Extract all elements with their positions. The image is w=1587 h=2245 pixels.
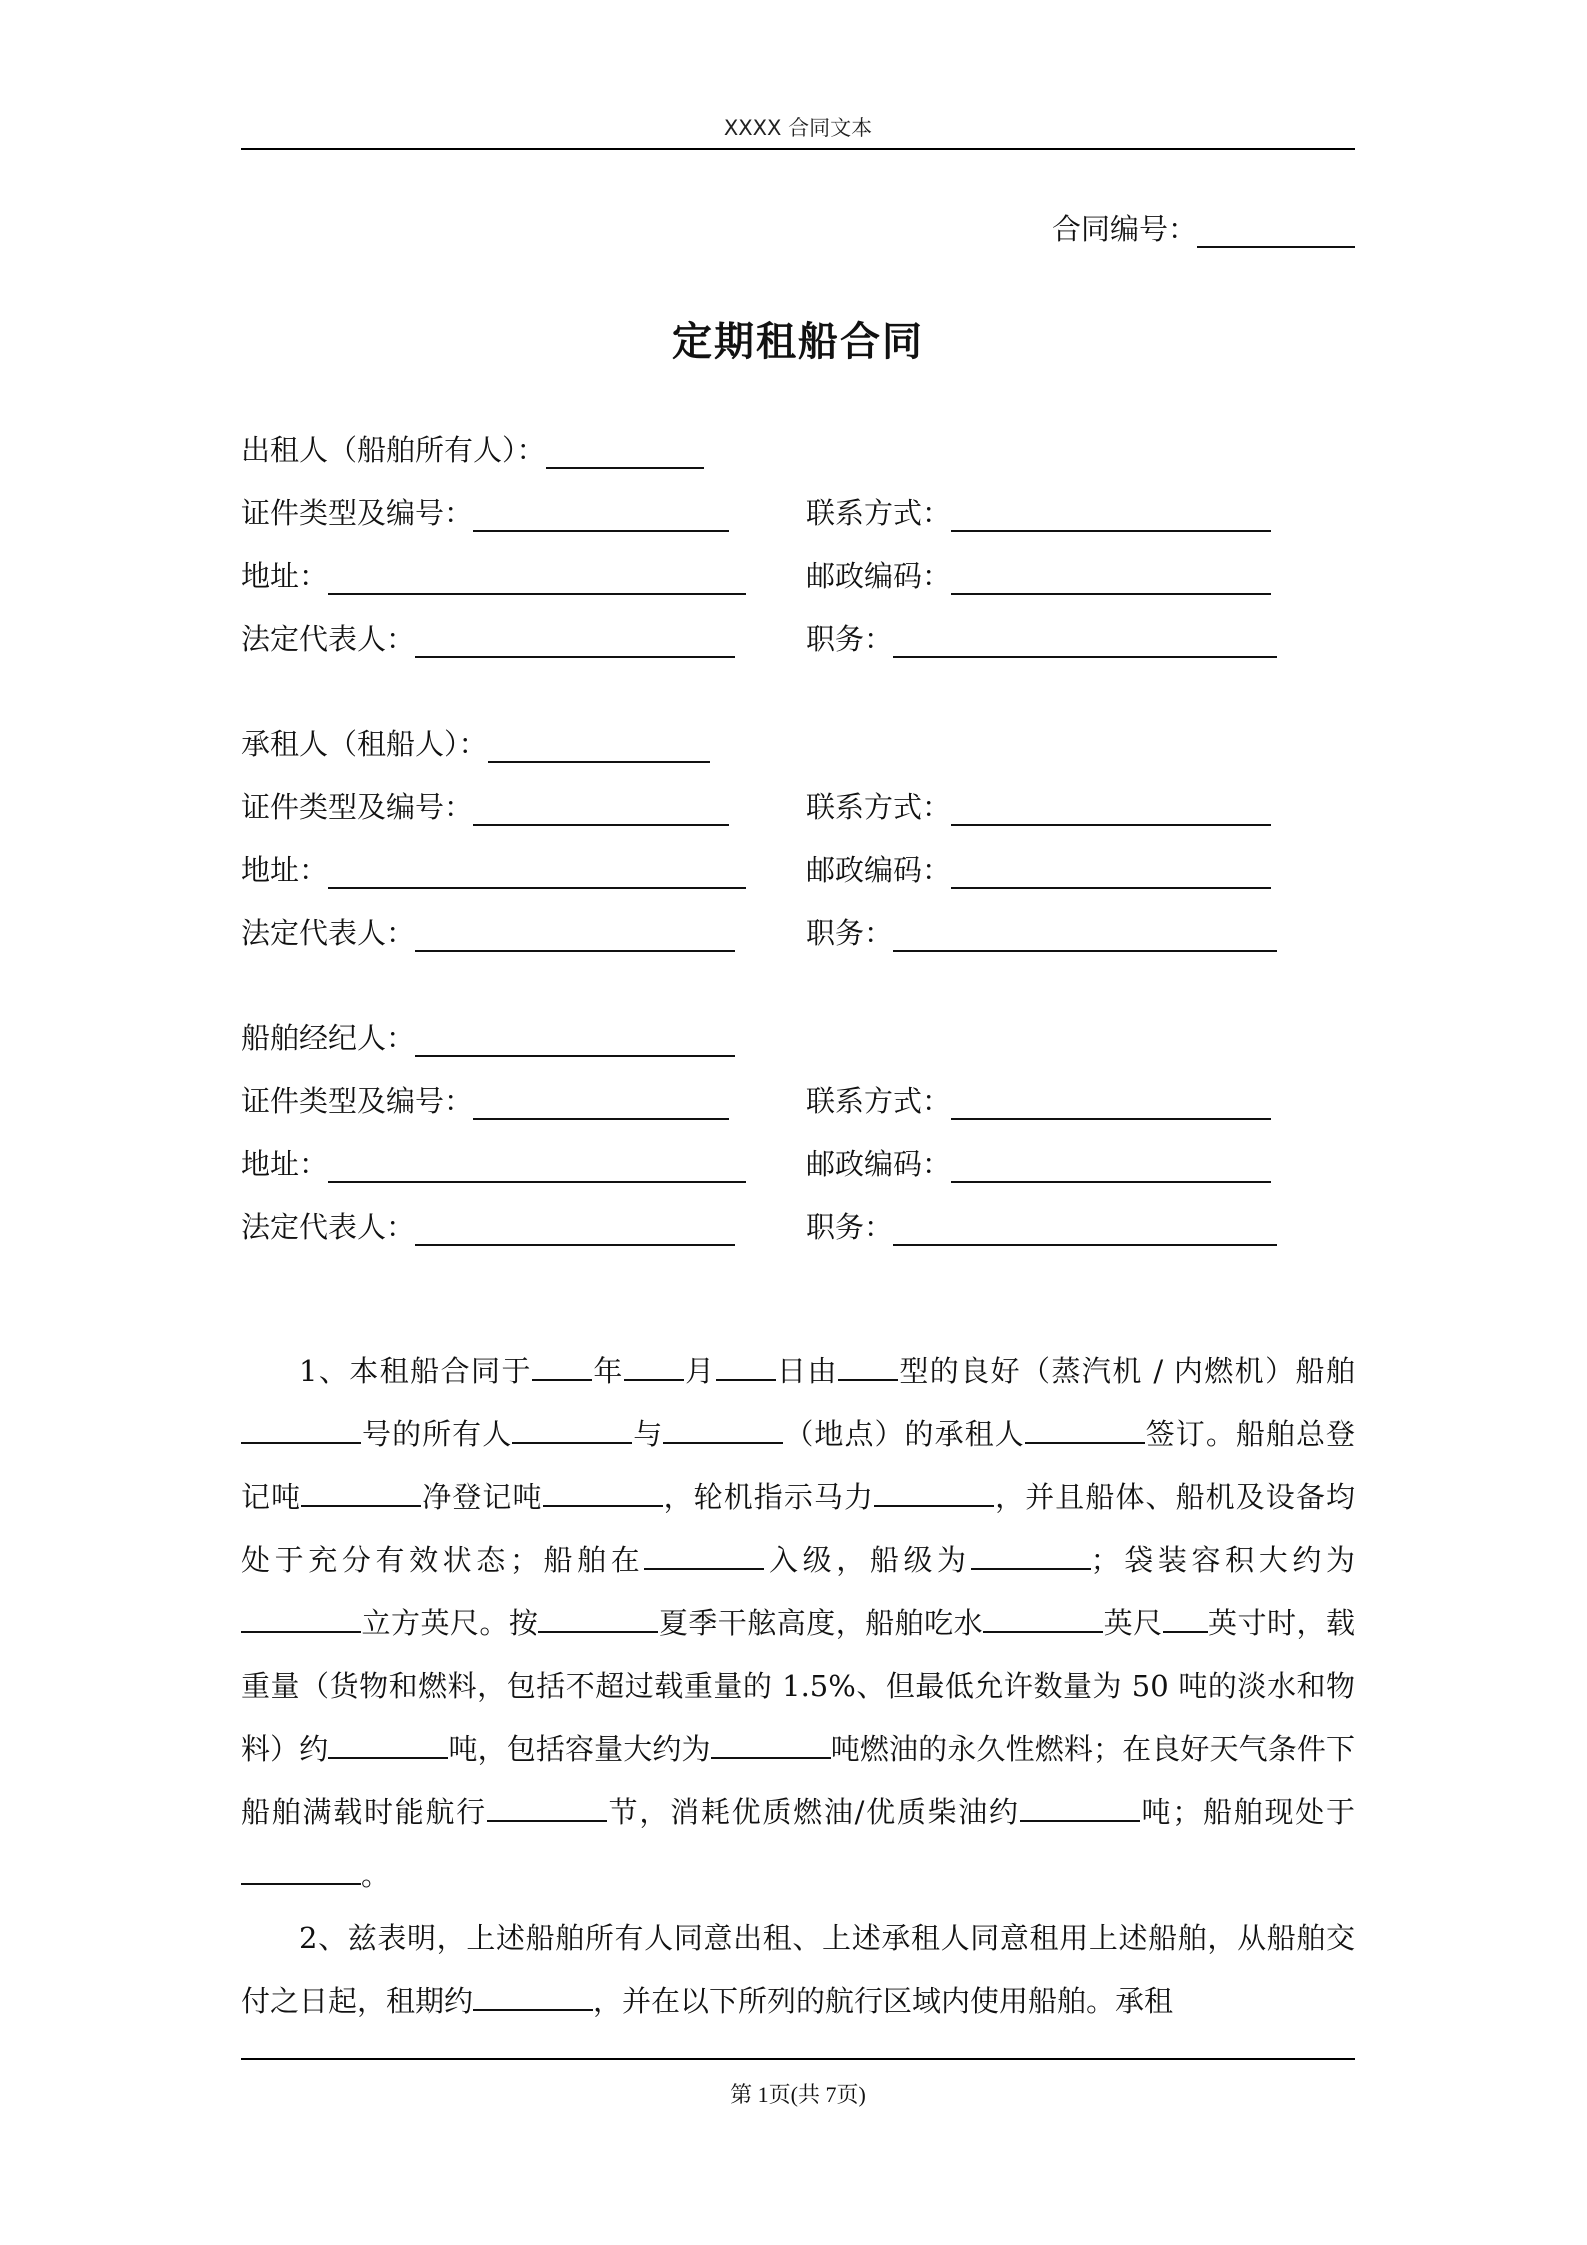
lessee-id-label: 证件类型及编号：	[241, 790, 474, 824]
year-blank[interactable]	[532, 1349, 592, 1381]
lessor-rep-label: 法定代表人：	[241, 622, 416, 656]
broker-postcode-label: 邮政编码：	[806, 1147, 952, 1181]
freeboard-blank[interactable]	[538, 1601, 658, 1633]
broker-name-field[interactable]	[415, 1019, 735, 1057]
lessor-contact-row	[806, 491, 1271, 532]
lessor-address-label: 地址：	[241, 559, 329, 593]
vessel-name-blank[interactable]	[241, 1412, 361, 1444]
lessor-title-row	[806, 617, 1277, 658]
lessor-contact-label: 联系方式：	[806, 496, 952, 530]
broker-contact-label: 联系方式：	[806, 1084, 952, 1118]
lessor-postcode-field[interactable]	[951, 557, 1271, 595]
speed-blank[interactable]	[487, 1790, 607, 1822]
lessor-contact-field[interactable]	[951, 494, 1271, 532]
lessee-title-row	[806, 911, 1277, 952]
clause-text: 入级，船级为	[764, 1543, 971, 1577]
contract-number-field[interactable]	[1197, 210, 1355, 248]
charter-period-blank[interactable]	[473, 1979, 593, 2011]
broker-id-label: 证件类型及编号：	[241, 1084, 474, 1118]
clause-text: 夏季干舷高度，船舶吃水	[658, 1606, 984, 1640]
lessee-postcode-row	[806, 848, 1271, 889]
clause-text: ，并且船体、船机及设备均处于充分有效状态；船舶在	[241, 1480, 1355, 1577]
lessee-postcode-label: 邮政编码：	[806, 853, 952, 887]
broker-address-label: 地址：	[241, 1147, 329, 1181]
lessee-contact-row	[806, 785, 1271, 826]
month-blank[interactable]	[624, 1349, 684, 1381]
bale-capacity-blank[interactable]	[241, 1601, 361, 1633]
clause-text: 。	[361, 1858, 391, 1892]
clause-text: （地点）的承租人	[783, 1417, 1025, 1451]
clause-text: 节，消耗优质燃油/优质柴油约	[606, 1795, 1020, 1829]
vessel-type-blank[interactable]	[838, 1349, 898, 1381]
draft-feet-blank[interactable]	[983, 1601, 1103, 1633]
class-blank[interactable]	[971, 1538, 1091, 1570]
lessor-id-label: 证件类型及编号：	[241, 496, 474, 530]
footer-rule	[241, 2058, 1355, 2060]
lessee-rep-label: 法定代表人：	[241, 916, 416, 950]
clause-text: 吨，包括容量大约为	[448, 1732, 711, 1766]
horsepower-blank[interactable]	[874, 1475, 994, 1507]
broker-title-field[interactable]	[893, 1208, 1277, 1246]
contract-number-label: 合同编号：	[1051, 212, 1197, 246]
broker-title-row	[806, 1205, 1277, 1246]
day-blank[interactable]	[716, 1349, 776, 1381]
lessor-heading: 出租人（船舶所有人）：	[241, 433, 546, 467]
clause-text: 英尺	[1103, 1606, 1163, 1640]
lessee-rep-field[interactable]	[415, 914, 735, 952]
clause-text: 月	[683, 1354, 716, 1388]
lessee-address-label: 地址：	[241, 853, 329, 887]
clause-text: 日由	[775, 1354, 838, 1388]
clause-text: 立方英尺。按	[361, 1606, 539, 1640]
lessee-name-field[interactable]	[488, 725, 710, 763]
clause-text: 英寸时，载重量（货物和燃料，包括不超过载重量的 1.5%、但最低允许数量为 50 吨的淡水和物料）约	[241, 1606, 1355, 1766]
contract-body	[241, 1340, 1355, 2033]
lessee-contact-label: 联系方式：	[806, 790, 952, 824]
clause-text: 吨；船舶现处于	[1139, 1795, 1355, 1829]
deadweight-blank[interactable]	[328, 1727, 448, 1759]
place-blank[interactable]	[663, 1412, 783, 1444]
clause-text: 净登记吨	[421, 1480, 543, 1514]
clause-1	[241, 1340, 1355, 1907]
clause-text: 2、兹表明，上述船舶所有人同意出租、上述承租人同意租用上述船舶，从船舶交付之日起，租期约	[241, 1921, 1355, 2018]
lessee-postcode-field[interactable]	[951, 851, 1271, 889]
page-header: XXXX 合同文本	[723, 116, 873, 140]
lessee-contact-field[interactable]	[951, 788, 1271, 826]
clause-text: 型的良好（蒸汽机 / 内燃机）船舶	[897, 1354, 1355, 1388]
lessee-address-field[interactable]	[328, 851, 746, 889]
broker-postcode-row	[806, 1142, 1271, 1183]
lessor-rep-field[interactable]	[415, 620, 735, 658]
clause-text: 1、本租船合同于	[299, 1354, 532, 1388]
net-tonnage-blank[interactable]	[543, 1475, 663, 1507]
broker-heading: 船舶经纪人：	[241, 1021, 416, 1055]
broker-title-label: 职务：	[806, 1210, 894, 1244]
lessee-title-label: 职务：	[806, 916, 894, 950]
charterer-blank[interactable]	[1025, 1412, 1145, 1444]
clause-text: ；袋装容积大约为	[1090, 1543, 1355, 1577]
lessor-name-field[interactable]	[546, 431, 704, 469]
clause-text: 年	[591, 1354, 624, 1388]
lessee-title-field[interactable]	[893, 914, 1277, 952]
clause-text: 号的所有人	[361, 1417, 513, 1451]
document-title: 定期租船合同	[672, 318, 924, 365]
broker-address-field[interactable]	[328, 1145, 746, 1183]
broker-heading-row	[241, 1016, 735, 1057]
classification-society-blank[interactable]	[644, 1538, 764, 1570]
page-number: 第 1页(共 7页)	[730, 2082, 866, 2107]
owner-blank[interactable]	[512, 1412, 632, 1444]
lessor-id-row	[241, 491, 729, 532]
fuel-capacity-blank[interactable]	[711, 1727, 831, 1759]
broker-postcode-field[interactable]	[951, 1145, 1271, 1183]
broker-rep-row	[241, 1205, 735, 1246]
broker-rep-field[interactable]	[415, 1208, 735, 1246]
consumption-blank[interactable]	[1020, 1790, 1140, 1822]
lessee-id-field[interactable]	[473, 788, 729, 826]
broker-id-row	[241, 1079, 729, 1120]
broker-contact-row	[806, 1079, 1271, 1120]
gross-tonnage-blank[interactable]	[301, 1475, 421, 1507]
lessor-title-field[interactable]	[893, 620, 1277, 658]
lessee-heading: 承租人（租船人）：	[241, 727, 488, 761]
lessee-address-row	[241, 848, 746, 889]
clause-text: 与	[632, 1417, 664, 1451]
broker-rep-label: 法定代表人：	[241, 1210, 416, 1244]
broker-address-row	[241, 1142, 746, 1183]
current-location-blank[interactable]	[241, 1853, 361, 1885]
lessor-address-field[interactable]	[328, 557, 746, 595]
contract-number	[1052, 207, 1355, 248]
lessor-postcode-label: 邮政编码：	[806, 559, 952, 593]
lessee-heading-row	[241, 722, 710, 763]
clause-text: 吨燃油的永久性燃料；在良好天气条件下船舶满载时能航行	[241, 1732, 1355, 1829]
draft-inches-blank[interactable]	[1163, 1601, 1208, 1633]
header-rule	[241, 148, 1355, 150]
lessor-postcode-row	[806, 554, 1271, 595]
lessor-address-row	[241, 554, 746, 595]
lessor-heading-row	[241, 428, 704, 469]
clause-text: ，轮机指示马力	[662, 1480, 875, 1514]
clause-text: ，并在以下所列的航行区域内使用船舶。承租	[593, 1984, 1174, 2018]
lessee-rep-row	[241, 911, 735, 952]
lessor-id-field[interactable]	[473, 494, 729, 532]
broker-id-field[interactable]	[473, 1082, 729, 1120]
lessee-id-row	[241, 785, 729, 826]
broker-contact-field[interactable]	[951, 1082, 1271, 1120]
clause-text: 签订。船舶总登记吨	[241, 1417, 1355, 1514]
clause-2	[241, 1907, 1355, 2033]
lessor-rep-row	[241, 617, 735, 658]
lessor-title-label: 职务：	[806, 622, 894, 656]
